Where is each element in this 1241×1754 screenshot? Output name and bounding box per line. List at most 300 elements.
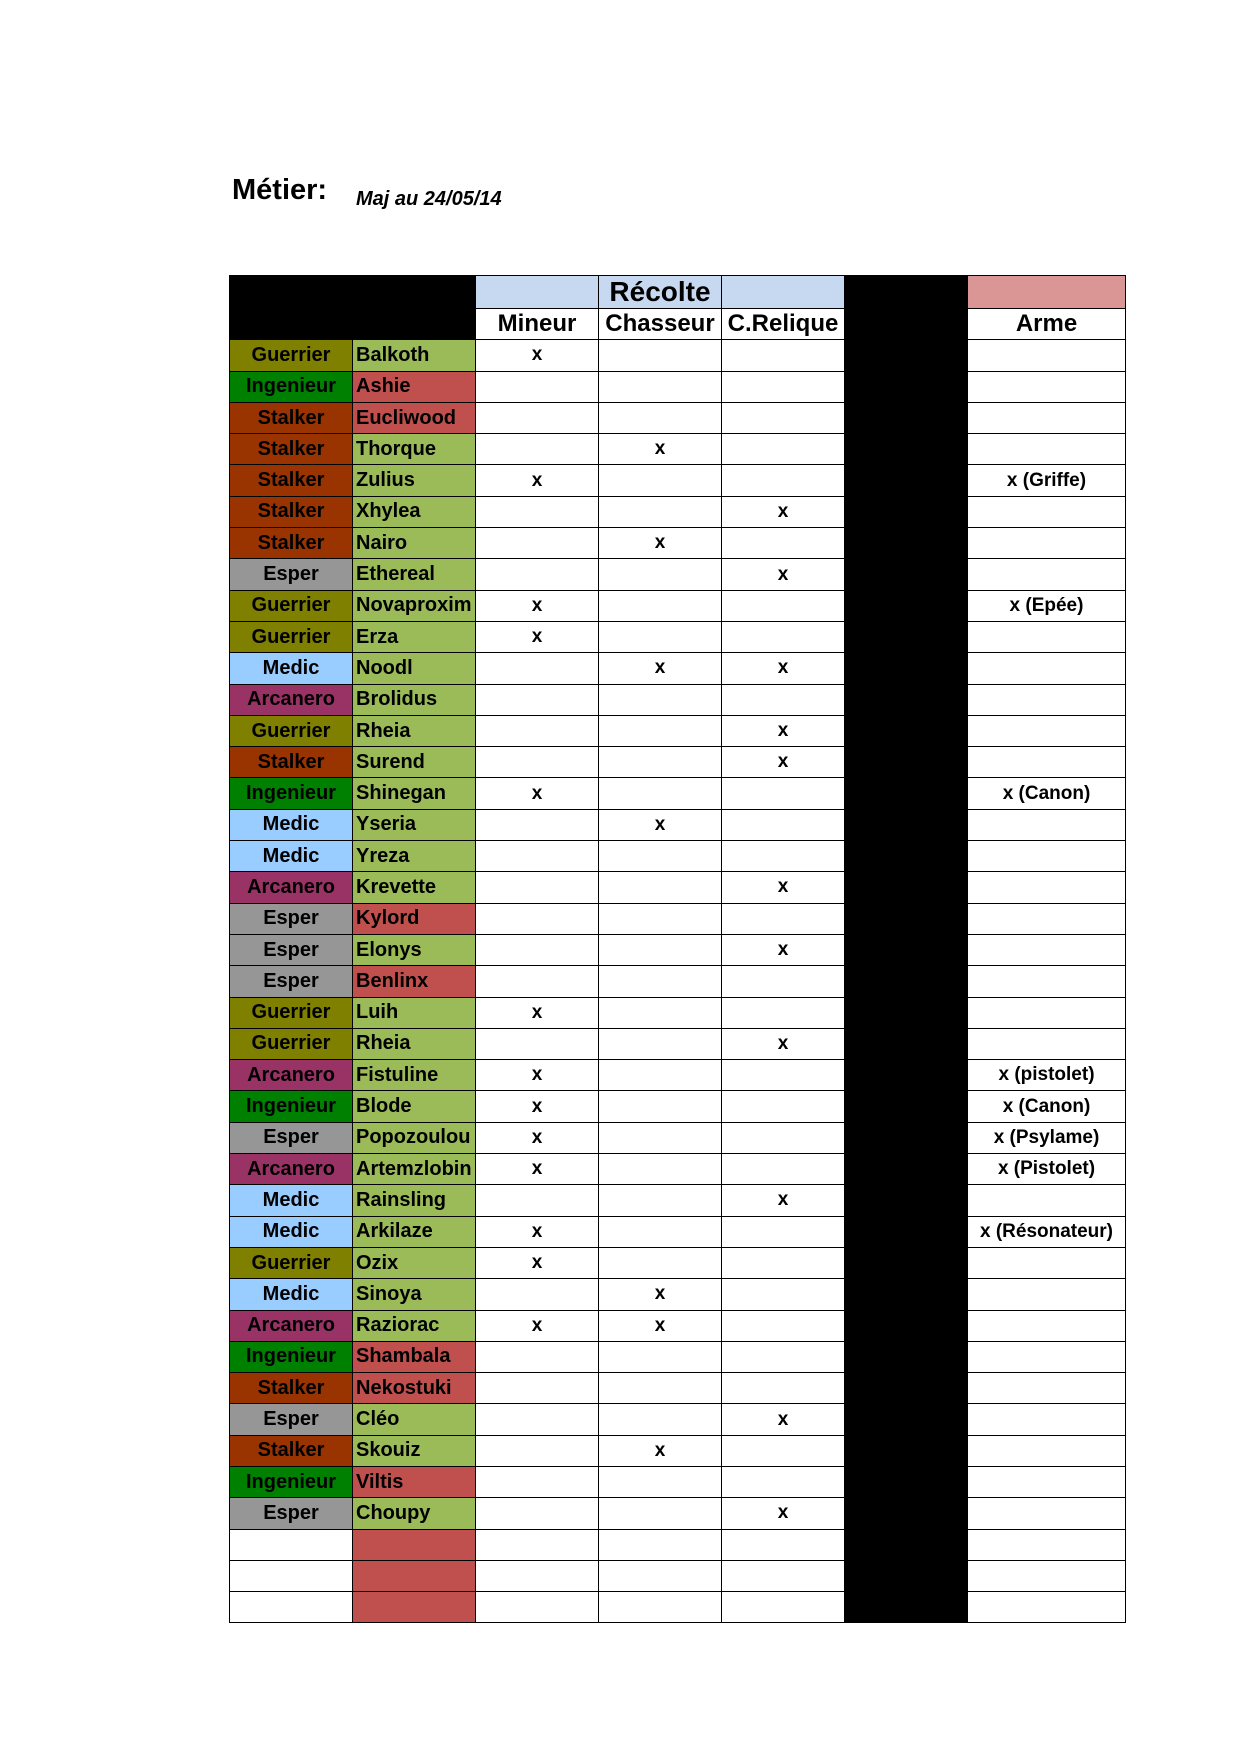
table-row: [230, 684, 1126, 715]
table-row: [230, 778, 1126, 809]
relique-cell: [722, 1529, 845, 1560]
player-name-cell: Rainsling: [353, 1185, 476, 1216]
class-cell: [230, 1529, 353, 1560]
black-column-cell: [845, 371, 968, 402]
player-name-cell: Yreza: [353, 841, 476, 872]
black-column-cell: [845, 496, 968, 527]
arme-cell: [968, 841, 1126, 872]
mineur-cell: [476, 934, 599, 965]
mineur-cell: [476, 1498, 599, 1529]
header-chasseur: Chasseur: [599, 309, 722, 340]
relique-cell: [722, 966, 845, 997]
mineur-cell: x: [476, 465, 599, 496]
mineur-cell: [476, 402, 599, 433]
arme-cell: [968, 872, 1126, 903]
class-cell: Medic: [230, 1185, 353, 1216]
chasseur-cell: [599, 1091, 722, 1122]
arme-cell: x (Griffe): [968, 465, 1126, 496]
player-name-cell: Nekostuki: [353, 1373, 476, 1404]
black-column-cell: [845, 340, 968, 371]
chasseur-cell: [599, 1592, 722, 1623]
mineur-cell: x: [476, 1247, 599, 1278]
arme-cell: [968, 1498, 1126, 1529]
header-blank-black-2: [845, 309, 968, 340]
arme-cell: [968, 434, 1126, 465]
table-row: [230, 559, 1126, 590]
chasseur-cell: [599, 1247, 722, 1278]
header-row-group: [230, 276, 1126, 309]
arme-cell: [968, 1466, 1126, 1497]
player-name-cell: Kylord: [353, 903, 476, 934]
player-name-cell: Surend: [353, 747, 476, 778]
arme-cell: x (Canon): [968, 778, 1126, 809]
mineur-cell: [476, 1028, 599, 1059]
table-row: [230, 997, 1126, 1028]
relique-cell: [722, 1373, 845, 1404]
player-name-cell: Artemzlobin: [353, 1154, 476, 1185]
chasseur-cell: [599, 1185, 722, 1216]
class-cell: Guerrier: [230, 340, 353, 371]
mineur-cell: [476, 653, 599, 684]
mineur-cell: [476, 966, 599, 997]
class-cell: Stalker: [230, 465, 353, 496]
table-row: [230, 340, 1126, 371]
player-name-cell: Zulius: [353, 465, 476, 496]
black-column-cell: [845, 1216, 968, 1247]
player-name-cell: Fistuline: [353, 1060, 476, 1091]
player-name-cell: Shambala: [353, 1341, 476, 1372]
relique-cell: [722, 841, 845, 872]
chasseur-cell: [599, 496, 722, 527]
arme-cell: [968, 684, 1126, 715]
relique-cell: [722, 1247, 845, 1278]
mineur-cell: x: [476, 1310, 599, 1341]
arme-cell: [968, 903, 1126, 934]
class-cell: Stalker: [230, 528, 353, 559]
player-name-cell: Ozix: [353, 1247, 476, 1278]
black-column-cell: [845, 997, 968, 1028]
black-column-cell: [845, 1122, 968, 1153]
mineur-cell: [476, 496, 599, 527]
player-name-cell: Arkilaze: [353, 1216, 476, 1247]
relique-cell: x: [722, 559, 845, 590]
class-cell: Stalker: [230, 1373, 353, 1404]
relique-cell: x: [722, 715, 845, 746]
table-row: [230, 809, 1126, 840]
player-name-cell: Yseria: [353, 809, 476, 840]
arme-cell: [968, 1560, 1126, 1591]
arme-cell: [968, 653, 1126, 684]
black-column-cell: [845, 715, 968, 746]
mineur-cell: [476, 715, 599, 746]
chasseur-cell: [599, 1122, 722, 1153]
relique-cell: [722, 1216, 845, 1247]
table-row: [230, 1341, 1126, 1372]
chasseur-cell: [599, 841, 722, 872]
class-cell: [230, 1592, 353, 1623]
table-row: [230, 1592, 1126, 1623]
mineur-cell: [476, 809, 599, 840]
chasseur-cell: [599, 1154, 722, 1185]
class-cell: Stalker: [230, 747, 353, 778]
black-column-cell: [845, 841, 968, 872]
black-column-cell: [845, 1154, 968, 1185]
chasseur-cell: [599, 872, 722, 903]
arme-cell: [968, 371, 1126, 402]
black-column-cell: [845, 1592, 968, 1623]
relique-cell: x: [722, 1498, 845, 1529]
mineur-cell: [476, 872, 599, 903]
mineur-cell: x: [476, 997, 599, 1028]
relique-cell: x: [722, 1185, 845, 1216]
mineur-cell: [476, 1341, 599, 1372]
header-blank-name-2: [353, 309, 476, 340]
class-cell: Arcanero: [230, 1154, 353, 1185]
arme-cell: [968, 1279, 1126, 1310]
chasseur-cell: [599, 1060, 722, 1091]
player-name-cell: Benlinx: [353, 966, 476, 997]
class-cell: Ingenieur: [230, 1091, 353, 1122]
chasseur-cell: [599, 778, 722, 809]
relique-cell: x: [722, 496, 845, 527]
class-cell: Medic: [230, 809, 353, 840]
player-name-cell: [353, 1560, 476, 1591]
header-recolte-left: [476, 276, 599, 309]
player-name-cell: Krevette: [353, 872, 476, 903]
table-row: [230, 653, 1126, 684]
chasseur-cell: x: [599, 809, 722, 840]
header-arme-top: [968, 276, 1126, 309]
player-name-cell: Shinegan: [353, 778, 476, 809]
header-blank-class: [230, 276, 353, 309]
mineur-cell: x: [476, 621, 599, 652]
arme-cell: x (Psylame): [968, 1122, 1126, 1153]
table-row: [230, 747, 1126, 778]
arme-cell: [968, 621, 1126, 652]
class-cell: Ingenieur: [230, 1466, 353, 1497]
relique-cell: [722, 434, 845, 465]
mineur-cell: [476, 1592, 599, 1623]
chasseur-cell: [599, 966, 722, 997]
class-cell: Arcanero: [230, 684, 353, 715]
arme-cell: [968, 1247, 1126, 1278]
chasseur-cell: [599, 1560, 722, 1591]
chasseur-cell: x: [599, 1279, 722, 1310]
class-cell: Guerrier: [230, 621, 353, 652]
table-row: [230, 715, 1126, 746]
player-name-cell: [353, 1529, 476, 1560]
table-row: [230, 1466, 1126, 1497]
player-name-cell: Ashie: [353, 371, 476, 402]
arme-cell: [968, 809, 1126, 840]
relique-cell: [722, 371, 845, 402]
relique-cell: [722, 465, 845, 496]
class-cell: Guerrier: [230, 997, 353, 1028]
class-cell: Arcanero: [230, 872, 353, 903]
class-cell: Arcanero: [230, 1310, 353, 1341]
arme-cell: [968, 966, 1126, 997]
table-row: [230, 1154, 1126, 1185]
table-row: [230, 465, 1126, 496]
table-row: [230, 966, 1126, 997]
class-cell: Stalker: [230, 1435, 353, 1466]
chasseur-cell: [599, 590, 722, 621]
player-name-cell: Nairo: [353, 528, 476, 559]
player-name-cell: Ethereal: [353, 559, 476, 590]
mineur-cell: x: [476, 778, 599, 809]
table-row: [230, 590, 1126, 621]
table-row: [230, 1122, 1126, 1153]
mineur-cell: [476, 1185, 599, 1216]
arme-cell: [968, 934, 1126, 965]
player-name-cell: Eucliwood: [353, 402, 476, 433]
relique-cell: [722, 1560, 845, 1591]
mineur-cell: [476, 371, 599, 402]
class-cell: Stalker: [230, 434, 353, 465]
chasseur-cell: [599, 1373, 722, 1404]
chasseur-cell: [599, 747, 722, 778]
arme-cell: x (Epée): [968, 590, 1126, 621]
chasseur-cell: [599, 402, 722, 433]
player-name-cell: Balkoth: [353, 340, 476, 371]
relique-cell: [722, 1592, 845, 1623]
header-blank-name: [353, 276, 476, 309]
class-cell: Medic: [230, 653, 353, 684]
table-row: [230, 402, 1126, 433]
mineur-cell: x: [476, 1060, 599, 1091]
player-name-cell: Noodl: [353, 653, 476, 684]
black-column-cell: [845, 903, 968, 934]
arme-cell: x (Résonateur): [968, 1216, 1126, 1247]
chasseur-cell: [599, 1404, 722, 1435]
player-name-cell: Raziorac: [353, 1310, 476, 1341]
update-date: Maj au 24/05/14: [356, 188, 502, 210]
mineur-cell: [476, 528, 599, 559]
black-column-cell: [845, 1028, 968, 1059]
black-column-cell: [845, 1185, 968, 1216]
player-name-cell: Cléo: [353, 1404, 476, 1435]
table-row: [230, 1560, 1126, 1591]
table-row: [230, 1185, 1126, 1216]
black-column-cell: [845, 1373, 968, 1404]
chasseur-cell: x: [599, 1310, 722, 1341]
black-column-cell: [845, 684, 968, 715]
player-name-cell: Brolidus: [353, 684, 476, 715]
header-relique: C.Relique: [722, 309, 845, 340]
player-name-cell: Rheia: [353, 1028, 476, 1059]
black-column-cell: [845, 1310, 968, 1341]
chasseur-cell: [599, 715, 722, 746]
player-name-cell: Elonys: [353, 934, 476, 965]
class-cell: Ingenieur: [230, 371, 353, 402]
class-cell: Medic: [230, 1279, 353, 1310]
table-row: [230, 1404, 1126, 1435]
header-row-columns: [230, 309, 1126, 340]
player-name-cell: Rheia: [353, 715, 476, 746]
chasseur-cell: [599, 1341, 722, 1372]
relique-cell: x: [722, 934, 845, 965]
black-column-cell: [845, 1435, 968, 1466]
class-cell: Esper: [230, 934, 353, 965]
arme-cell: [968, 496, 1126, 527]
table-row: [230, 371, 1126, 402]
relique-cell: [722, 1466, 845, 1497]
relique-cell: [722, 997, 845, 1028]
arme-cell: [968, 997, 1126, 1028]
black-column-cell: [845, 1091, 968, 1122]
arme-cell: [968, 559, 1126, 590]
page-title: Métier:: [232, 174, 328, 206]
black-column-cell: [845, 778, 968, 809]
class-cell: Medic: [230, 841, 353, 872]
class-cell: Arcanero: [230, 1060, 353, 1091]
class-cell: Guerrier: [230, 1028, 353, 1059]
chasseur-cell: [599, 997, 722, 1028]
table-row: [230, 1028, 1126, 1059]
relique-cell: [722, 1060, 845, 1091]
mineur-cell: [476, 841, 599, 872]
header-recolte: Récolte: [599, 276, 722, 309]
relique-cell: x: [722, 653, 845, 684]
arme-cell: [968, 1028, 1126, 1059]
arme-cell: [968, 528, 1126, 559]
mineur-cell: [476, 559, 599, 590]
class-cell: Esper: [230, 903, 353, 934]
relique-cell: [722, 402, 845, 433]
class-cell: Esper: [230, 1404, 353, 1435]
table-row: [230, 1060, 1126, 1091]
player-name-cell: Sinoya: [353, 1279, 476, 1310]
arme-cell: x (Canon): [968, 1091, 1126, 1122]
chasseur-cell: [599, 465, 722, 496]
mineur-cell: [476, 1560, 599, 1591]
player-name-cell: Skouiz: [353, 1435, 476, 1466]
arme-cell: [968, 1373, 1126, 1404]
table-row: [230, 434, 1126, 465]
player-name-cell: Viltis: [353, 1466, 476, 1497]
arme-cell: [968, 747, 1126, 778]
player-name-cell: Popozoulou: [353, 1122, 476, 1153]
class-cell: Esper: [230, 1122, 353, 1153]
mineur-cell: [476, 1373, 599, 1404]
player-name-cell: Blode: [353, 1091, 476, 1122]
class-cell: Guerrier: [230, 590, 353, 621]
chasseur-cell: [599, 371, 722, 402]
table-row: [230, 1279, 1126, 1310]
header-mineur: Mineur: [476, 309, 599, 340]
black-column-cell: [845, 1498, 968, 1529]
relique-cell: [722, 684, 845, 715]
mineur-cell: x: [476, 1122, 599, 1153]
relique-cell: [722, 903, 845, 934]
class-cell: [230, 1560, 353, 1591]
relique-cell: [722, 809, 845, 840]
mineur-cell: [476, 903, 599, 934]
header-blank-class-2: [230, 309, 353, 340]
relique-cell: x: [722, 1404, 845, 1435]
black-column-cell: [845, 1466, 968, 1497]
black-column-cell: [845, 872, 968, 903]
relique-cell: [722, 1435, 845, 1466]
chasseur-cell: x: [599, 528, 722, 559]
arme-cell: [968, 1185, 1126, 1216]
chasseur-cell: [599, 1028, 722, 1059]
relique-cell: [722, 1279, 845, 1310]
relique-cell: [722, 1154, 845, 1185]
table-row: [230, 1498, 1126, 1529]
class-cell: Ingenieur: [230, 1341, 353, 1372]
table-row: [230, 1091, 1126, 1122]
arme-cell: [968, 340, 1126, 371]
relique-cell: [722, 528, 845, 559]
table-row: [230, 872, 1126, 903]
relique-cell: [722, 590, 845, 621]
header-arme: Arme: [968, 309, 1126, 340]
black-column-cell: [845, 402, 968, 433]
mineur-cell: x: [476, 340, 599, 371]
relique-cell: x: [722, 747, 845, 778]
mineur-cell: [476, 1279, 599, 1310]
table-row: [230, 1247, 1126, 1278]
table-row: [230, 496, 1126, 527]
table-row: [230, 1216, 1126, 1247]
relique-cell: [722, 1091, 845, 1122]
chasseur-cell: x: [599, 653, 722, 684]
chasseur-cell: x: [599, 434, 722, 465]
relique-cell: x: [722, 1028, 845, 1059]
class-cell: Esper: [230, 966, 353, 997]
mineur-cell: [476, 434, 599, 465]
chasseur-cell: [599, 684, 722, 715]
table-row: [230, 1529, 1126, 1560]
mineur-cell: [476, 1404, 599, 1435]
relique-cell: [722, 621, 845, 652]
player-name-cell: Thorque: [353, 434, 476, 465]
chasseur-cell: [599, 934, 722, 965]
arme-cell: [968, 1592, 1126, 1623]
arme-cell: [968, 1341, 1126, 1372]
black-column-cell: [845, 1560, 968, 1591]
header-blank-black: [845, 276, 968, 309]
player-name-cell: Novaproxim: [353, 590, 476, 621]
arme-cell: [968, 1310, 1126, 1341]
arme-cell: [968, 402, 1126, 433]
black-column-cell: [845, 809, 968, 840]
table-row: [230, 841, 1126, 872]
table-row: [230, 934, 1126, 965]
black-column-cell: [845, 559, 968, 590]
arme-cell: x (pistolet): [968, 1060, 1126, 1091]
arme-cell: [968, 1529, 1126, 1560]
black-column-cell: [845, 528, 968, 559]
player-name-cell: Choupy: [353, 1498, 476, 1529]
table-row: [230, 621, 1126, 652]
mineur-cell: [476, 1435, 599, 1466]
class-cell: Guerrier: [230, 1247, 353, 1278]
mineur-cell: x: [476, 1154, 599, 1185]
black-column-cell: [845, 621, 968, 652]
header-recolte-right: [722, 276, 845, 309]
arme-cell: [968, 1404, 1126, 1435]
table-row: [230, 528, 1126, 559]
black-column-cell: [845, 1341, 968, 1372]
chasseur-cell: [599, 903, 722, 934]
class-cell: Stalker: [230, 496, 353, 527]
mineur-cell: x: [476, 590, 599, 621]
table-row: [230, 1435, 1126, 1466]
chasseur-cell: [599, 340, 722, 371]
arme-cell: x (Pistolet): [968, 1154, 1126, 1185]
